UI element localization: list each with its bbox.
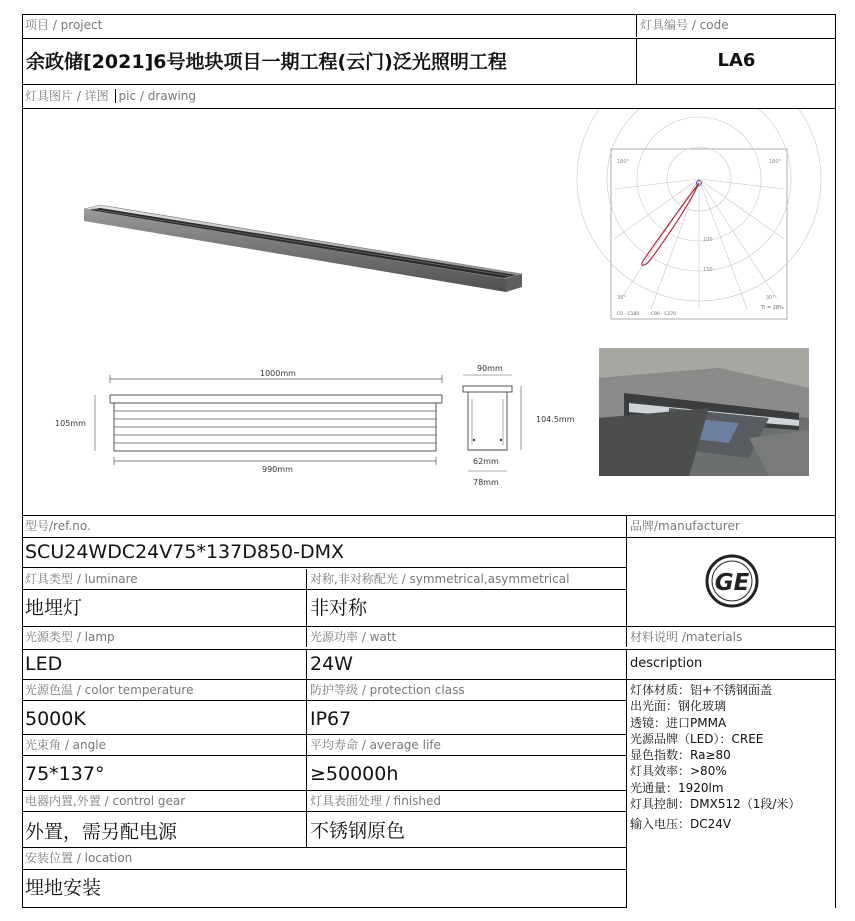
picture-label-extra: pic / drawing bbox=[115, 89, 197, 103]
material-lens-face: 出光面：钢化玻璃 bbox=[630, 699, 727, 714]
ge-logo bbox=[627, 538, 837, 627]
polar-legend-2: C90 - C270 bbox=[651, 312, 677, 317]
dim-height-side: 105mm bbox=[55, 419, 86, 428]
protection-value: IP67 bbox=[306, 701, 626, 734]
install-photo bbox=[599, 348, 809, 476]
watt-label: 光源功率 / watt bbox=[306, 627, 626, 647]
life-label: 平均寿命 / average life bbox=[306, 735, 626, 755]
material-cri: 显色指数：Ra≥80 bbox=[630, 748, 731, 763]
gear-value: 外置，需另配电源 bbox=[25, 821, 178, 843]
material-control: 灯具控制：DMX512（1段/米） bbox=[630, 797, 801, 812]
colortemp-label: 光源色温 / color temperature bbox=[25, 683, 194, 697]
svg-text:100: 100 bbox=[703, 237, 713, 243]
gear-label: 电器内置,外置 / control gear bbox=[25, 794, 186, 808]
materials-label: 材料说明 /materials bbox=[626, 627, 836, 647]
dim-height-section: 104.5mm bbox=[536, 415, 575, 424]
material-lens: 透镜：进口PMMA bbox=[630, 715, 727, 730]
description-label: description bbox=[626, 650, 836, 679]
project-label: 项目 / project bbox=[25, 18, 103, 32]
watt-value: 24W bbox=[306, 650, 626, 679]
svg-text:30°: 30° bbox=[766, 295, 775, 301]
materials-list bbox=[626, 680, 836, 908]
ref-label: 型号/ref.no. bbox=[25, 519, 91, 533]
protection-label: 防护等级 / protection class bbox=[306, 680, 626, 700]
dim-inner-width: 62mm bbox=[473, 457, 499, 466]
ref-value: SCU24WDC24V75*137D850-DMX bbox=[25, 541, 345, 563]
picture-label: 灯具图片 / 详图 bbox=[25, 89, 109, 103]
material-led-brand: 光源品牌（LED）：CREE bbox=[630, 731, 764, 746]
dim-length-bottom: 990mm bbox=[262, 465, 293, 474]
svg-text:30°: 30° bbox=[617, 295, 626, 301]
symmetry-value: 非对称 bbox=[306, 590, 626, 626]
polar-chart bbox=[577, 109, 821, 319]
section-view-drawing bbox=[463, 364, 575, 487]
picture-area bbox=[22, 109, 836, 515]
finish-label: 灯具表面处理 / finished bbox=[306, 791, 626, 811]
finish-value: 不锈钢原色 bbox=[306, 812, 626, 847]
life-value: ≥50000h bbox=[306, 756, 626, 790]
side-view-drawing bbox=[55, 369, 442, 474]
lamp-value: LED bbox=[25, 653, 63, 675]
angle-label: 光束角 / angle bbox=[25, 738, 106, 752]
lamp-label: 光源类型 / lamp bbox=[25, 630, 115, 644]
angle-value: 75*137° bbox=[25, 763, 105, 785]
material-flux: 光通量：1920lm bbox=[630, 780, 724, 795]
luminaire-label: 灯具类型 / luminare bbox=[25, 572, 138, 586]
symmetry-label: 对称,非对称配光 / symmetrical,asymmetrical bbox=[306, 569, 626, 589]
picture-label-row bbox=[22, 86, 836, 108]
product-photo bbox=[84, 205, 522, 292]
material-efficiency: 灯具效率：>80% bbox=[630, 764, 727, 779]
drawing-svg bbox=[22, 109, 836, 515]
luminaire-value: 地埋灯 bbox=[25, 597, 83, 619]
fixture-code: LA6 bbox=[636, 39, 836, 84]
svg-text:150: 150 bbox=[703, 267, 713, 273]
location-label: 安装位置 / location bbox=[25, 851, 133, 865]
material-body: 灯体材质：铝+不锈钢面盖 bbox=[630, 683, 773, 697]
code-label: 灯具编号 / code bbox=[636, 15, 836, 37]
svg-text:180°: 180° bbox=[617, 159, 630, 165]
dim-width-top: 90mm bbox=[477, 364, 503, 373]
manufacturer-logo-cell bbox=[626, 538, 836, 627]
manufacturer-label: 品牌/manufacturer bbox=[626, 516, 836, 537]
dim-base-width: 78mm bbox=[473, 478, 499, 487]
location-value: 埋地安装 bbox=[25, 877, 102, 899]
svg-text:180°: 180° bbox=[769, 159, 782, 165]
ge-logo-text: GE bbox=[714, 570, 750, 596]
project-title: 余政储[2021]6号地块项目一期工程(云门)泛光照明工程 bbox=[26, 51, 507, 73]
material-voltage: 输入电压：DC24V bbox=[630, 817, 732, 832]
colortemp-value: 5000K bbox=[25, 708, 86, 730]
polar-legend-1: C0 - C180 bbox=[617, 312, 640, 317]
dim-length-top: 1000mm bbox=[260, 369, 296, 378]
polar-beam-text: Ti = 28% bbox=[761, 305, 784, 311]
spec-sheet bbox=[22, 14, 836, 908]
